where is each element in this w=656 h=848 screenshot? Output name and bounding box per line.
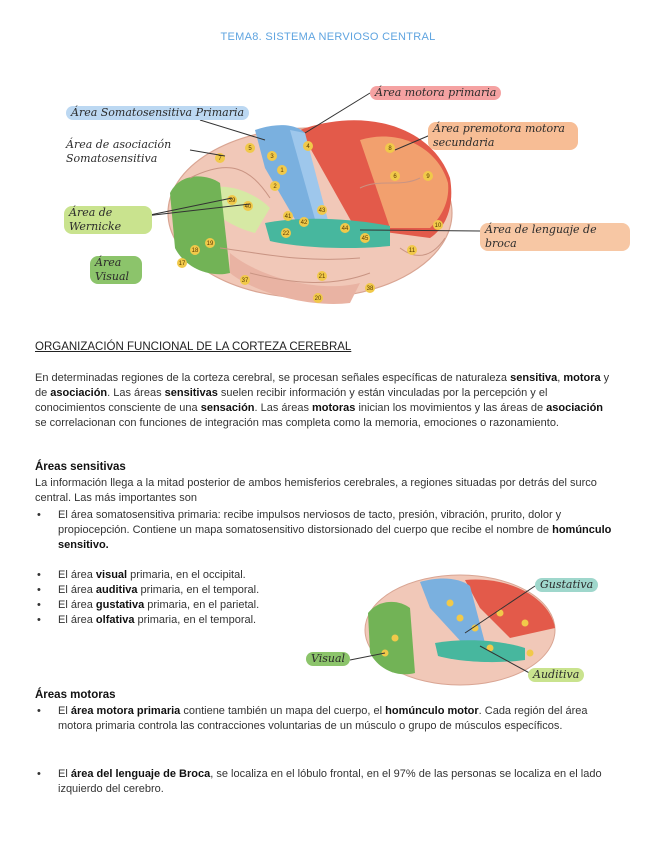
svg-text:7: 7 [218, 156, 222, 162]
svg-text:4: 4 [306, 144, 310, 150]
label-auditiva: Auditiva [528, 668, 584, 682]
list-item: • El área gustativa primaria, en el parietal. [35, 598, 325, 613]
list-item: • El área olfativa primaria, en el temporal. [35, 613, 325, 628]
svg-text:21: 21 [318, 274, 326, 280]
motoras-list-2 [35, 767, 620, 797]
svg-text:10: 10 [434, 223, 442, 229]
svg-text:41: 41 [284, 214, 292, 220]
svg-text:11: 11 [408, 248, 416, 254]
svg-text:9: 9 [426, 174, 430, 180]
brain-figure-secondary [300, 568, 640, 698]
svg-text:5: 5 [248, 146, 252, 152]
svg-text:6: 6 [393, 174, 397, 180]
label-visual-small: Visual [306, 652, 350, 666]
svg-text:22: 22 [282, 231, 290, 237]
svg-text:42: 42 [300, 220, 308, 226]
svg-text:18: 18 [191, 248, 199, 254]
label-gustativa: Gustativa [535, 578, 598, 592]
svg-text:45: 45 [361, 236, 369, 242]
list-item: • El área motora primaria contiene también un mapa del cuerpo, el homúnculo motor. Cada región del área motora primaria controla las contracciones voluntarias de un músculo o grupo de músculos específicos. [35, 704, 620, 734]
label-premotora: Área premotora motora secundaria [428, 122, 578, 150]
svg-text:40: 40 [244, 204, 252, 210]
svg-text:39: 39 [228, 198, 236, 204]
heading-areas-motoras: Áreas motoras [35, 689, 116, 701]
sensitivas-paragraph: La información llega a la mitad posterior de ambos hemisferios cerebrales, a regiones situadas por detrás del surco central. Las más importantes son [35, 477, 597, 504]
svg-text:37: 37 [241, 278, 249, 284]
label-motora: Área motora primaria [370, 86, 501, 100]
label-broca: Área de lenguaje de broca [480, 223, 630, 251]
brain-figure-main [60, 78, 640, 316]
label-asociacion: Área de asociación Somatosensitiva [66, 138, 172, 165]
heading-areas-sensitivas: Áreas sensitivas [35, 461, 126, 473]
svg-text:1: 1 [280, 168, 284, 174]
svg-text:3: 3 [270, 154, 274, 160]
label-visual: Área Visual [90, 256, 142, 284]
svg-text:44: 44 [341, 226, 349, 232]
svg-text:38: 38 [366, 286, 374, 292]
svg-text:20: 20 [314, 296, 322, 302]
visual-region-small [368, 602, 415, 674]
svg-text:2: 2 [273, 184, 277, 190]
svg-text:19: 19 [206, 241, 214, 247]
intro-paragraph: En determinadas regiones de la corteza cerebral, se procesan señales específicas de naturaleza sensitiva, motora y de asociación. Las áreas sensitivas suelen recibir información y están vinculadas por la percepción y el conocimientos consciente de una sensación. Las áreas motoras inician los movimientos y las áreas de asociación se correlacionan con funciones de integración mas completa como la memoria, emociones o razonamiento. [35, 372, 610, 429]
list-item: • El área del lenguaje de Broca, se localiza en el lóbulo frontal, en el 97% de las personas se localiza en el lado izquierdo del cerebro. [35, 767, 620, 797]
sensitivas-list-1 [35, 508, 615, 553]
motoras-list-1 [35, 704, 620, 734]
list-item: • El área visual primaria, en el occipital. [35, 568, 325, 583]
page-header: TEMA8. SISTEMA NERVIOSO CENTRAL [220, 31, 436, 43]
svg-text:17: 17 [178, 261, 186, 267]
list-item: • El área auditiva primaria, en el temporal. [35, 583, 325, 598]
list-item: • El área somatosensitiva primaria: recibe impulsos nerviosos de tacto, presión, vibración, prurito, dolor y propiocepción. Contiene un mapa somatosensitivo distorsionado del cuerpo que recibe el nombre de homúnculo sensitivo. [35, 508, 615, 553]
svg-text:43: 43 [318, 208, 326, 214]
label-wernicke: Área de Wernicke [64, 206, 152, 234]
sensitivas-list-2 [35, 568, 325, 628]
section-title: ORGANIZACIÓN FUNCIONAL DE LA CORTEZA CEREBRAL [35, 341, 352, 353]
svg-text:8: 8 [388, 146, 392, 152]
label-somatosensitiva: Área Somatosensitiva Primaria [66, 106, 249, 120]
